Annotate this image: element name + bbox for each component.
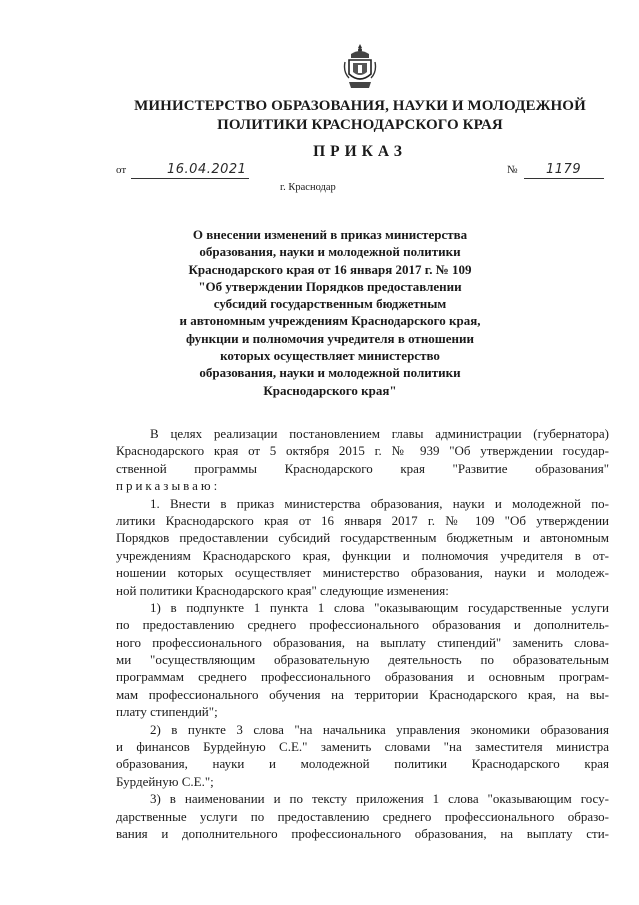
- subject-line: Краснодарского края от 16 января 2017 г. № 109: [188, 261, 472, 277]
- subject-line: субсидий государственным бюджетным: [213, 296, 447, 312]
- ministry-name-line-2: ПОЛИТИКИ КРАСНОДАРСКОГО КРАЯ: [217, 117, 503, 133]
- number-underline: [524, 178, 604, 179]
- order-body: [116, 425, 609, 842]
- order-number: 1179: [546, 162, 582, 177]
- body-line: В целях реализации постановлением главы администрации (губернатора): [150, 426, 609, 441]
- body-line: мам профессионального обучения на территории Краснодарского края, на вы-: [116, 686, 609, 702]
- number-label: №: [507, 164, 518, 176]
- date-underline: [131, 178, 249, 179]
- body-line: дарственные услуги по предоставлению среднего профессионального образо-: [116, 808, 609, 824]
- body-line: 2) в пункте 3 слова "на начальника управления экономики образования: [150, 721, 609, 737]
- body-line: литики Краснодарского края от 16 января 2017 г. № 109 "Об утверждении: [116, 512, 609, 528]
- subject-line: и автономным учреждениям Краснодарского края,: [179, 313, 481, 329]
- subject-line: которых осуществляет министерство: [220, 348, 440, 364]
- body-line: 1) в подпункте 1 пункта 1 слова "оказывающим государственные услуги: [150, 599, 609, 615]
- subject-line: О внесении изменений в приказ министерства: [192, 227, 468, 242]
- body-line: плату стипендий";: [116, 704, 218, 720]
- body-line: приказываю:: [116, 478, 221, 494]
- body-line: Бурдейную С.Е.";: [116, 773, 214, 789]
- body-line: программам среднего профессионального образования и основным програм-: [116, 669, 609, 685]
- body-line: 1. Внести в приказ министерства образования, науки и молодежной по-: [150, 495, 609, 511]
- subject-line: "Об утверждении Порядков предоставлении: [198, 278, 462, 294]
- city-label: г. Краснодар: [280, 182, 336, 193]
- body-line: ми "осуществляющим образовательную деятельность по образовательным: [116, 652, 609, 668]
- body-line: 3) в наименовании и по тексту приложения 1 слова "оказывающим госу-: [150, 791, 609, 807]
- order-date: 16.04.2021: [167, 162, 247, 177]
- subject-line: образования, науки и молодежной политики: [199, 244, 461, 260]
- body-line: образования, науки и молодежной политики Краснодарского края: [116, 756, 609, 772]
- body-line: ственной программы Краснодарского края "Развитие образования": [116, 460, 609, 476]
- subject-line: функции и полномочия учредителя в отношении: [185, 330, 475, 346]
- body-line: вания и дополнительного профессионального образования, на выплату сти-: [116, 825, 609, 841]
- body-line: Краснодарского края от 5 октября 2015 г. № 939 "Об утверждении государ-: [116, 443, 609, 459]
- body-line: учреждениям Краснодарского края, функции и полномочия учредителя в от-: [116, 547, 609, 563]
- ministry-name-line-1: МИНИСТЕРСТВО ОБРАЗОВАНИЯ, НАУКИ И МОЛОДЕЖНОЙ: [134, 98, 586, 114]
- order-subject: [160, 226, 500, 399]
- date-label: от: [116, 164, 127, 176]
- coat-of-arms-emblem: [343, 42, 377, 90]
- body-line: ношении которых осуществляет министерство образования, науки и молодеж-: [116, 565, 609, 581]
- body-line: ной политики Краснодарского края" следующие изменения:: [116, 582, 449, 598]
- body-line: и финансов Бурдейную С.Е." заменить словами "на заместителя министра: [116, 739, 609, 755]
- body-line: Порядков предоставлении субсидий государственным бюджетным и автономным: [116, 530, 609, 546]
- subject-line: Краснодарского края": [263, 382, 397, 398]
- order-title: ПРИКАЗ: [313, 143, 407, 160]
- subject-line: образования, науки и молодежной политики: [199, 365, 461, 381]
- body-line: ного профессионального образования, на выплату стипендий" заменить слова-: [116, 634, 609, 650]
- ministry-name: [60, 97, 639, 135]
- body-line: по предоставлению среднего профессионального образования и дополнитель-: [116, 617, 609, 633]
